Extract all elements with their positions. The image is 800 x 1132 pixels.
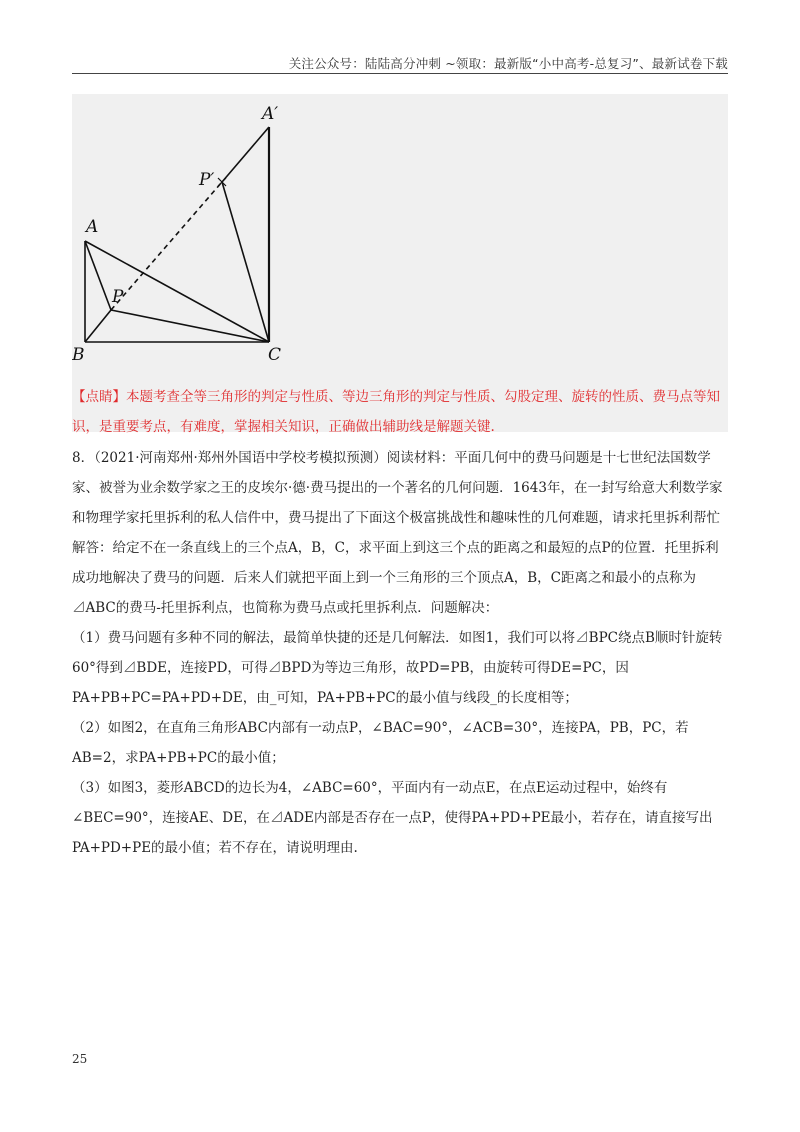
segment-A-prime-P-prime (222, 127, 269, 182)
header-rule (72, 73, 728, 74)
question-part-1: （1）费马问题有多种不同的解法，最简单快捷的还是几何解法．如图1，我们可以将⊿BPC绕点B顺时针旋转60°得到⊿BDE，连接PD，可得⊿BPD为等边三角形，故PD=PB，由旋转可得DE=PC，因PA+PB+PC=PA+PD+DE，由_可知，PA+PB+PC的最小值与线段_的长度相等； (72, 630, 723, 706)
page-header: 关注公众号：陆陆高分冲刺 ~领取：最新版“小中高考-总复习”、最新试卷下载 (288, 56, 728, 71)
segment-PA (85, 241, 111, 310)
key-point-comment: 【点睛】本题考查全等三角形的判定与性质、等边三角形的判定与性质、勾股定理、旋转的性质、费马点等知识，是重要考点，有难度，掌握相关知识，正确做出辅助线是解题关键. (72, 389, 720, 435)
label-P: P (112, 287, 124, 307)
label-B: B (72, 345, 85, 365)
label-A-prime: A′ (262, 104, 279, 124)
question-part-3: （3）如图3，菱形ABCD的边长为4，∠ABC=60°，平面内有一动点E，在点E运动过程中，始终有∠BEC=90°，连接AE、DE，在⊿ADE内部是否存在一点P，使得PA+PD+PE最小，若存在，请直接写出PA+PD+PE的最小值；若不存在，请说明理由. (72, 780, 713, 856)
segment-P-prime-C (222, 182, 269, 342)
question-intro: 8．（2021·河南郑州·郑州外国语中学校考模拟预测）阅读材料：平面几何中的费马问题是十七世纪法国数学家、被誉为业余数学家之王的皮埃尔·德·费马提出的一个著名的几何问题．1643年，在一封写给意大利数学家和物理学家托里拆利的私人信件中，费马提出了下面这个极富挑战性和趣味性的几何难题，请求托里拆利帮忙解答：给定不在一条直线上的三个点A，B，C，求平面上到这三个点的距离之和最短的点P的位置．托里拆利成功地解决了费马的问题．后来人们就把平面上到一个三角形的三个顶点A，B，C距离之和最小的点称为⊿ABC的费马-托里拆利点，也简称为费马点或托里拆利点．问题解决： (72, 450, 723, 616)
question-8 (72, 443, 728, 863)
segment-PC (111, 310, 269, 342)
label-A: A (86, 217, 99, 237)
page-number: 25 (72, 1052, 88, 1066)
segment-PB (85, 310, 111, 342)
segment-P-P-prime-dashed (111, 182, 222, 310)
question-part-2: （2）如图2，在直角三角形ABC内部有一动点P，∠BAC=90°，∠ACB=30°，连接PA，PB，PC，若AB=2，求PA+PB+PC的最小值； (72, 720, 689, 766)
label-C: C (268, 345, 282, 365)
label-P-prime: P′ (199, 170, 215, 190)
